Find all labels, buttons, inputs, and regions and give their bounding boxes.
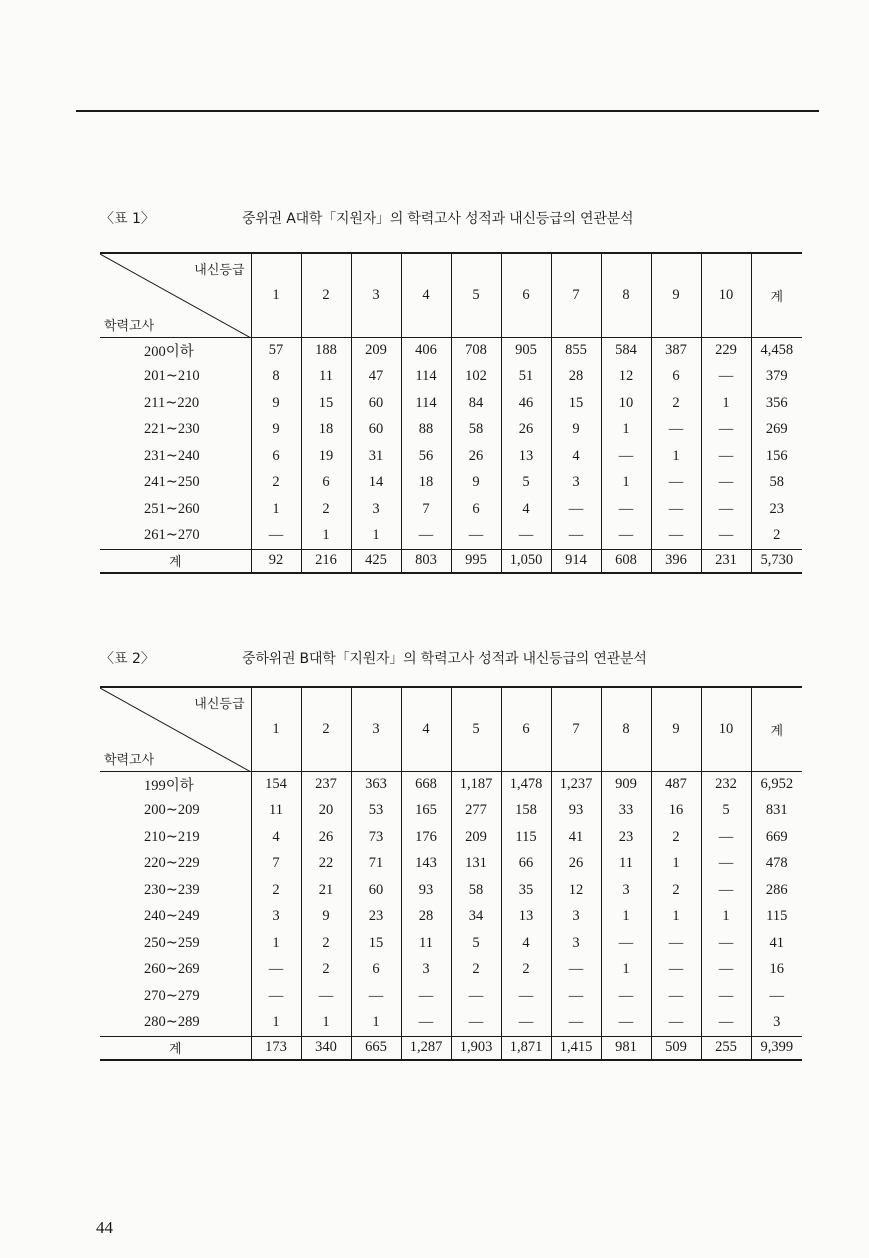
total-cell: 914 — [551, 549, 601, 573]
table-cell: 9 — [251, 417, 301, 444]
column-header: 4 — [401, 687, 451, 771]
row-label: 260∼269 — [144, 961, 200, 978]
table-cell: 9 — [301, 904, 351, 931]
table-cell: — — [251, 523, 301, 550]
column-header: 9 — [651, 687, 701, 771]
table-cell: — — [701, 824, 751, 851]
row-total-cell: 286 — [751, 877, 802, 904]
row-label: 231∼240 — [144, 447, 200, 464]
table-row — [100, 470, 802, 497]
table-cell: 1 — [701, 390, 751, 417]
table-cell: 2 — [251, 470, 301, 497]
table-cell: 4 — [251, 824, 301, 851]
table-cell: 114 — [401, 364, 451, 391]
table-cell: — — [701, 851, 751, 878]
header-rule — [76, 110, 819, 112]
table-cell: 855 — [551, 337, 601, 364]
table-row — [100, 877, 802, 904]
table-cell: 93 — [401, 877, 451, 904]
table-cell: 57 — [251, 337, 301, 364]
row-label: 201∼210 — [144, 368, 200, 385]
table-cell: — — [601, 496, 651, 523]
row-label: 220∼229 — [144, 855, 200, 872]
table-cell: 115 — [501, 824, 551, 851]
table-cell: 584 — [601, 337, 651, 364]
row-label: 251∼260 — [144, 500, 200, 517]
table-cell: 33 — [601, 798, 651, 825]
page-number: 44 — [96, 1218, 113, 1237]
table-cell: 708 — [451, 337, 501, 364]
total-cell: 1,871 — [501, 1036, 551, 1060]
total-cell: 340 — [301, 1036, 351, 1060]
table-cell: 905 — [501, 337, 551, 364]
table-cell: 31 — [351, 443, 401, 470]
corner-column-axis-label: 내신등급 — [194, 263, 245, 278]
table-cell: 19 — [301, 443, 351, 470]
table-row — [100, 390, 802, 417]
table-cell: 176 — [401, 824, 451, 851]
column-header: 1 — [251, 687, 301, 771]
table-cell: 165 — [401, 798, 451, 825]
table-row — [100, 904, 802, 931]
total-cell: 995 — [451, 549, 501, 573]
table-cell: 34 — [451, 904, 501, 931]
table-cell: 1 — [651, 443, 701, 470]
column-header: 10 — [701, 253, 751, 337]
table-cell: — — [551, 496, 601, 523]
table-cell: 26 — [301, 824, 351, 851]
table-cell: 387 — [651, 337, 701, 364]
table-cell: — — [501, 1010, 551, 1037]
table-cell: 2 — [651, 877, 701, 904]
row-total-cell: 16 — [751, 957, 802, 984]
table-row — [100, 798, 802, 825]
table-cell: — — [551, 523, 601, 550]
table-cell: 1 — [701, 904, 751, 931]
table-cell: — — [601, 1010, 651, 1037]
table-cell: 26 — [551, 851, 601, 878]
row-label: 210∼219 — [144, 828, 200, 845]
row-label: 250∼259 — [144, 934, 200, 951]
table-cell: 13 — [501, 904, 551, 931]
table-cell: 4 — [501, 496, 551, 523]
total-cell: 255 — [701, 1036, 751, 1060]
table-cell: 35 — [501, 877, 551, 904]
table-cell: 3 — [601, 877, 651, 904]
row-label: 200∼209 — [144, 802, 200, 819]
total-cell: 396 — [651, 549, 701, 573]
table-cell: — — [701, 877, 751, 904]
table-cell: 3 — [351, 496, 401, 523]
table-cell: 1 — [351, 1010, 401, 1037]
table-cell: — — [601, 930, 651, 957]
table-cell: — — [701, 470, 751, 497]
table-cell: 10 — [601, 390, 651, 417]
table-cell: — — [701, 443, 751, 470]
table-cell: 14 — [351, 470, 401, 497]
total-cell: 1,050 — [501, 549, 551, 573]
table-cell: — — [701, 930, 751, 957]
table-cell: 7 — [251, 851, 301, 878]
table-cell: 3 — [251, 904, 301, 931]
table-row — [100, 364, 802, 391]
table-cell: 1 — [301, 1010, 351, 1037]
corner-row-axis-label: 학력고사 — [104, 318, 155, 334]
table-cell: — — [351, 983, 401, 1010]
table-cell: 13 — [501, 443, 551, 470]
table-cell: — — [301, 983, 351, 1010]
row-label: 199이하 — [144, 778, 194, 794]
row-total-cell: 478 — [751, 851, 802, 878]
table-row — [100, 957, 802, 984]
table-cell: 487 — [651, 771, 701, 798]
table-cell: 12 — [551, 877, 601, 904]
row-total-cell: 4,458 — [751, 337, 802, 364]
row-total-cell: 2 — [751, 523, 802, 550]
table-cell: 88 — [401, 417, 451, 444]
table-cell: 60 — [351, 417, 401, 444]
total-cell: 425 — [351, 549, 401, 573]
row-label: 261∼270 — [100, 523, 251, 550]
table-2-label: 〈표 2〉 — [100, 651, 155, 667]
table-row — [100, 337, 802, 364]
table-cell: 51 — [501, 364, 551, 391]
table-cell: — — [451, 523, 501, 550]
table-cell: 102 — [451, 364, 501, 391]
table-cell: 3 — [551, 904, 601, 931]
total-cell: 665 — [351, 1036, 401, 1060]
table-cell: 5 — [451, 930, 501, 957]
table-cell: 6 — [351, 957, 401, 984]
table-2-title: 중하위권 B대학「지원자」의 학력고사 성적과 내신등급의 연관분석 — [242, 651, 647, 667]
total-cell: 803 — [401, 549, 451, 573]
column-header: 계 — [751, 253, 802, 337]
column-header: 6 — [501, 253, 551, 337]
table-cell: 1 — [601, 904, 651, 931]
table-cell: 5 — [501, 470, 551, 497]
table-cell: 3 — [551, 930, 601, 957]
table-cell: — — [551, 983, 601, 1010]
table-cell: — — [701, 523, 751, 550]
table-cell: 1 — [651, 904, 701, 931]
row-label: 270∼279 — [144, 987, 200, 1004]
column-header: 8 — [601, 253, 651, 337]
table-row — [100, 417, 802, 444]
table-cell: — — [701, 417, 751, 444]
table-cell: 11 — [301, 364, 351, 391]
row-total-cell: 3 — [751, 1010, 802, 1037]
row-total-cell: 356 — [751, 390, 802, 417]
table-row — [100, 771, 802, 798]
table-1-label: 〈표 1〉 — [100, 211, 155, 227]
table-cell: — — [451, 1010, 501, 1037]
table-cell: 9 — [551, 417, 601, 444]
table-cell: — — [501, 983, 551, 1010]
table-cell: 23 — [601, 824, 651, 851]
table-cell: 15 — [351, 930, 401, 957]
table-cell: 15 — [301, 390, 351, 417]
column-header: 5 — [451, 687, 501, 771]
table-cell: 131 — [451, 851, 501, 878]
column-header: 9 — [651, 253, 701, 337]
table-2-corner-header — [100, 687, 251, 771]
row-label: 241∼250 — [144, 474, 200, 491]
table-cell: — — [701, 496, 751, 523]
row-total-cell: 669 — [751, 824, 802, 851]
table-cell: 71 — [351, 851, 401, 878]
table-cell: — — [701, 364, 751, 391]
column-header: 6 — [501, 687, 551, 771]
table-cell: 84 — [451, 390, 501, 417]
table-cell: 23 — [351, 904, 401, 931]
table-1-corner-header — [100, 253, 251, 337]
table-cell: 11 — [401, 930, 451, 957]
table-cell: 58 — [451, 877, 501, 904]
table-cell: 143 — [401, 851, 451, 878]
total-row — [100, 549, 802, 573]
grand-total-cell: 9,399 — [751, 1036, 802, 1060]
total-cell: 608 — [601, 549, 651, 573]
row-label: 240∼249 — [144, 908, 200, 925]
table-cell: 3 — [401, 957, 451, 984]
table-cell: 2 — [651, 824, 701, 851]
table-cell: 22 — [301, 851, 351, 878]
total-row-label: 계 — [100, 549, 251, 573]
row-total-cell: — — [751, 983, 802, 1010]
table-cell: 28 — [401, 904, 451, 931]
table-cell: — — [701, 983, 751, 1010]
column-header: 10 — [701, 687, 751, 771]
row-label: 211∼220 — [144, 394, 200, 411]
table-cell: 11 — [601, 851, 651, 878]
table-cell: — — [651, 957, 701, 984]
table-row — [100, 1010, 802, 1037]
table-cell: 28 — [551, 364, 601, 391]
table-cell: 9 — [451, 470, 501, 497]
corner-column-axis-label: 내신등급 — [194, 697, 245, 712]
table-cell: 1 — [651, 851, 701, 878]
total-cell: 1,903 — [451, 1036, 501, 1060]
table-cell: — — [701, 1010, 751, 1037]
table-cell: — — [251, 983, 301, 1010]
table-cell: 9 — [251, 390, 301, 417]
total-cell: 92 — [251, 549, 301, 573]
table-cell: 20 — [301, 798, 351, 825]
table-cell: 4 — [551, 443, 601, 470]
table-cell: — — [651, 983, 701, 1010]
column-header: 3 — [351, 687, 401, 771]
table-cell: — — [551, 957, 601, 984]
column-header: 5 — [451, 253, 501, 337]
table-cell: 5 — [701, 798, 751, 825]
row-label: 230∼239 — [144, 881, 200, 898]
table-cell: — — [651, 417, 701, 444]
table-cell: — — [401, 523, 451, 550]
table-1-caption — [100, 204, 800, 228]
table-cell: 2 — [301, 930, 351, 957]
table-cell: 6 — [301, 470, 351, 497]
table-cell: — — [601, 983, 651, 1010]
table-cell: 1,237 — [551, 771, 601, 798]
total-cell: 1,415 — [551, 1036, 601, 1060]
table-cell: 11 — [251, 798, 301, 825]
table-cell: 209 — [451, 824, 501, 851]
table-cell: 232 — [701, 771, 751, 798]
column-header: 4 — [401, 253, 451, 337]
table-cell: 7 — [401, 496, 451, 523]
table-cell: — — [651, 930, 701, 957]
table-cell: 66 — [501, 851, 551, 878]
table-cell: — — [401, 983, 451, 1010]
table-cell: 2 — [251, 877, 301, 904]
column-header: 8 — [601, 687, 651, 771]
table-cell: 6 — [451, 496, 501, 523]
table-cell: — — [551, 1010, 601, 1037]
table-1 — [100, 252, 802, 574]
table-row — [100, 930, 802, 957]
table-cell: 158 — [501, 798, 551, 825]
table-cell: 1 — [251, 1010, 301, 1037]
total-cell: 216 — [301, 549, 351, 573]
table-cell: 3 — [551, 470, 601, 497]
table-row — [100, 443, 802, 470]
table-cell: 1 — [351, 523, 401, 550]
table-cell: 8 — [251, 364, 301, 391]
table-cell: — — [651, 496, 701, 523]
row-total-cell: 379 — [751, 364, 802, 391]
table-cell: 277 — [451, 798, 501, 825]
table-1-title: 중위권 A대학「지원자」의 학력고사 성적과 내신등급의 연관분석 — [242, 211, 634, 227]
table-2-caption — [100, 644, 800, 668]
grand-total-cell: 5,730 — [751, 549, 802, 573]
table-cell: 2 — [451, 957, 501, 984]
total-cell: 1,287 — [401, 1036, 451, 1060]
row-total-cell: 115 — [751, 904, 802, 931]
table-cell: 1 — [251, 930, 301, 957]
column-header: 계 — [751, 687, 802, 771]
row-label: 200이하 — [144, 344, 194, 360]
table-cell: 1,478 — [501, 771, 551, 798]
table-cell: 909 — [601, 771, 651, 798]
table-2 — [100, 686, 802, 1061]
row-total-cell: 41 — [751, 930, 802, 957]
row-total-cell: 58 — [751, 470, 802, 497]
table-cell: 58 — [451, 417, 501, 444]
row-total-cell: 23 — [751, 496, 802, 523]
total-row — [100, 1036, 802, 1060]
total-cell: 981 — [601, 1036, 651, 1060]
table-cell: 2 — [651, 390, 701, 417]
table-cell: 2 — [301, 957, 351, 984]
table-cell: 56 — [401, 443, 451, 470]
table-cell: 41 — [551, 824, 601, 851]
table-cell: 16 — [651, 798, 701, 825]
table-cell: — — [251, 957, 301, 984]
column-header: 7 — [551, 253, 601, 337]
total-cell: 173 — [251, 1036, 301, 1060]
table-cell: 15 — [551, 390, 601, 417]
table-cell: 93 — [551, 798, 601, 825]
total-cell: 509 — [651, 1036, 701, 1060]
row-total-cell: 156 — [751, 443, 802, 470]
table-cell: 6 — [251, 443, 301, 470]
table-cell: 53 — [351, 798, 401, 825]
column-header: 2 — [301, 687, 351, 771]
table-cell: — — [651, 470, 701, 497]
table-cell: — — [601, 523, 651, 550]
total-cell: 231 — [701, 549, 751, 573]
table-cell: 1 — [251, 496, 301, 523]
table-row — [100, 983, 802, 1010]
table-cell: 6 — [651, 364, 701, 391]
table-row — [100, 523, 802, 550]
table-cell: 188 — [301, 337, 351, 364]
row-total-cell: 831 — [751, 798, 802, 825]
table-cell: 2 — [501, 957, 551, 984]
table-cell: 209 — [351, 337, 401, 364]
table-cell: — — [501, 523, 551, 550]
table-cell: — — [451, 983, 501, 1010]
table-cell: 21 — [301, 877, 351, 904]
column-header: 1 — [251, 253, 301, 337]
table-cell: 229 — [701, 337, 751, 364]
table-cell: — — [651, 1010, 701, 1037]
table-cell: 26 — [501, 417, 551, 444]
table-cell: 1 — [601, 417, 651, 444]
table-cell: 2 — [301, 496, 351, 523]
table-cell: 4 — [501, 930, 551, 957]
corner-row-axis-label: 학력고사 — [104, 752, 155, 768]
row-label: 221∼230 — [144, 421, 200, 438]
total-row-label: 계 — [100, 1036, 251, 1060]
table-cell: 60 — [351, 877, 401, 904]
table-cell: 1 — [601, 957, 651, 984]
table-cell: — — [601, 443, 651, 470]
table-cell: 363 — [351, 771, 401, 798]
table-cell: 18 — [401, 470, 451, 497]
row-total-cell: 6,952 — [751, 771, 802, 798]
table-cell: 1 — [601, 470, 651, 497]
column-header: 7 — [551, 687, 601, 771]
table-cell: 60 — [351, 390, 401, 417]
table-row — [100, 824, 802, 851]
table-cell: 1 — [301, 523, 351, 550]
table-row — [100, 496, 802, 523]
row-total-cell: 269 — [751, 417, 802, 444]
table-cell: 73 — [351, 824, 401, 851]
table-cell: 12 — [601, 364, 651, 391]
table-cell: 114 — [401, 390, 451, 417]
table-cell: — — [701, 957, 751, 984]
table-cell: 26 — [451, 443, 501, 470]
table-cell: 47 — [351, 364, 401, 391]
table-cell: — — [401, 1010, 451, 1037]
table-cell: 237 — [301, 771, 351, 798]
table-cell: 154 — [251, 771, 301, 798]
table-cell: 18 — [301, 417, 351, 444]
table-cell: 406 — [401, 337, 451, 364]
row-label: 280∼289 — [100, 1010, 251, 1037]
table-cell: 46 — [501, 390, 551, 417]
table-row — [100, 851, 802, 878]
column-header: 3 — [351, 253, 401, 337]
table-cell: — — [651, 523, 701, 550]
table-cell: 668 — [401, 771, 451, 798]
table-cell: 1,187 — [451, 771, 501, 798]
column-header: 2 — [301, 253, 351, 337]
